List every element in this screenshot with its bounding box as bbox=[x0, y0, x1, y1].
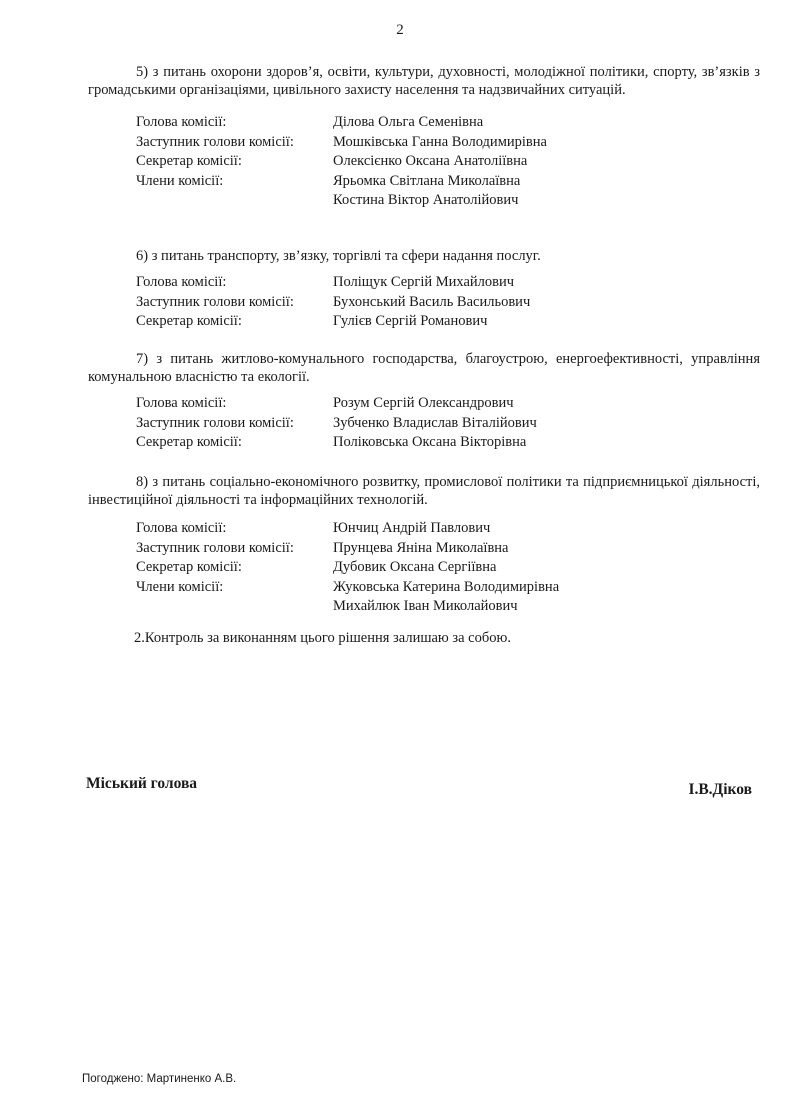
members-list bbox=[136, 113, 760, 211]
member-row bbox=[136, 597, 760, 617]
member-role: Заступник голови комісії: bbox=[136, 133, 294, 150]
member-name: Олексієнко Оксана Анатоліївна bbox=[333, 153, 528, 169]
member-row bbox=[136, 191, 760, 211]
member-name: Розум Сергій Олександрович bbox=[333, 395, 514, 411]
section-heading: 5) з питань охорони здоров’я, освіти, культури, духовності, молодіжної політики, спорту, зв’язків з громадськими організаціями, цивільного захисту населення та надзвичайних ситуацій. bbox=[88, 64, 760, 98]
member-role: Голова комісії: bbox=[136, 274, 227, 290]
member-name: Дубовик Оксана Сергіївна bbox=[333, 559, 497, 575]
member-name: Гулієв Сергій Романович bbox=[333, 313, 488, 329]
member-row bbox=[136, 172, 760, 192]
members-list bbox=[136, 273, 760, 332]
member-row bbox=[136, 519, 760, 539]
member-row bbox=[136, 433, 760, 453]
member-name: Поліщук Сергій Михайлович bbox=[333, 274, 515, 290]
commission-section-5 bbox=[88, 63, 760, 211]
member-role bbox=[136, 597, 333, 617]
member-role: Члени комісії: bbox=[136, 578, 224, 595]
member-role bbox=[136, 191, 333, 211]
member-role: Голова комісії: bbox=[136, 114, 227, 130]
member-row bbox=[136, 578, 760, 598]
member-role: Заступник голови комісії: bbox=[136, 293, 294, 310]
member-name: Прунцева Яніна Миколаївна bbox=[333, 539, 509, 556]
commission-section-8 bbox=[88, 473, 760, 617]
member-row bbox=[136, 273, 760, 293]
section-heading: 6) з питань транспорту, зв’язку, торгівлі та сфери надання послуг. bbox=[136, 248, 541, 264]
member-name: Поліковська Оксана Вікторівна bbox=[333, 434, 527, 450]
member-role: Члени комісії: bbox=[136, 172, 224, 189]
member-name: Михайлюк Іван Миколайович bbox=[333, 598, 518, 614]
member-name: Юнчиц Андрій Павлович bbox=[333, 520, 491, 536]
member-row bbox=[136, 394, 760, 414]
member-name: Зубченко Владислав Віталійович bbox=[333, 414, 537, 431]
member-row bbox=[136, 558, 760, 578]
members-list bbox=[136, 394, 760, 453]
member-role: Голова комісії: bbox=[136, 395, 227, 411]
member-name: Мошківська Ганна Володимирівна bbox=[333, 133, 547, 150]
approval-note: Погоджено: Мартиненко А.В. bbox=[82, 1073, 237, 1085]
member-role: Секретар комісії: bbox=[136, 313, 242, 329]
member-row bbox=[136, 113, 760, 133]
member-name: Ярьомка Світлана Миколаївна bbox=[333, 172, 521, 189]
member-name: Жуковська Катерина Володимирівна bbox=[333, 578, 560, 595]
signature-name: І.В.Діков bbox=[688, 781, 752, 798]
member-row bbox=[136, 152, 760, 172]
members-list bbox=[136, 519, 760, 617]
member-role: Секретар комісії: bbox=[136, 153, 242, 169]
member-role: Заступник голови комісії: bbox=[136, 414, 294, 431]
commission-section-7 bbox=[88, 350, 760, 453]
signature-title: Міський голова bbox=[86, 775, 198, 792]
section-heading: 7) з питань житлово-комунального господарства, благоустрою, енергоефективності, управління комунальною власністю та екології. bbox=[88, 351, 760, 385]
member-row bbox=[136, 293, 760, 313]
page-number: 2 bbox=[396, 22, 404, 38]
member-row bbox=[136, 133, 760, 153]
member-role: Голова комісії: bbox=[136, 520, 227, 536]
member-row bbox=[136, 312, 760, 332]
member-role: Заступник голови комісії: bbox=[136, 539, 294, 556]
member-role: Секретар комісії: bbox=[136, 559, 242, 575]
member-name: Ділова Ольга Семенівна bbox=[333, 114, 484, 130]
section-heading: 8) з питань соціально-економічного розвитку, промислової політики та підприємницької діяльності, інвестиційної діяльності та інформаційних технологій. bbox=[88, 474, 760, 508]
member-row bbox=[136, 539, 760, 559]
member-name: Бухонський Василь Васильович bbox=[333, 293, 531, 310]
commission-section-6 bbox=[88, 247, 760, 332]
closing-paragraph: 2.Контроль за виконанням цього рішення залишаю за собою. bbox=[134, 630, 511, 646]
member-role: Секретар комісії: bbox=[136, 434, 242, 450]
member-row bbox=[136, 414, 760, 434]
member-name: Костина Віктор Анатолійович bbox=[333, 192, 519, 208]
